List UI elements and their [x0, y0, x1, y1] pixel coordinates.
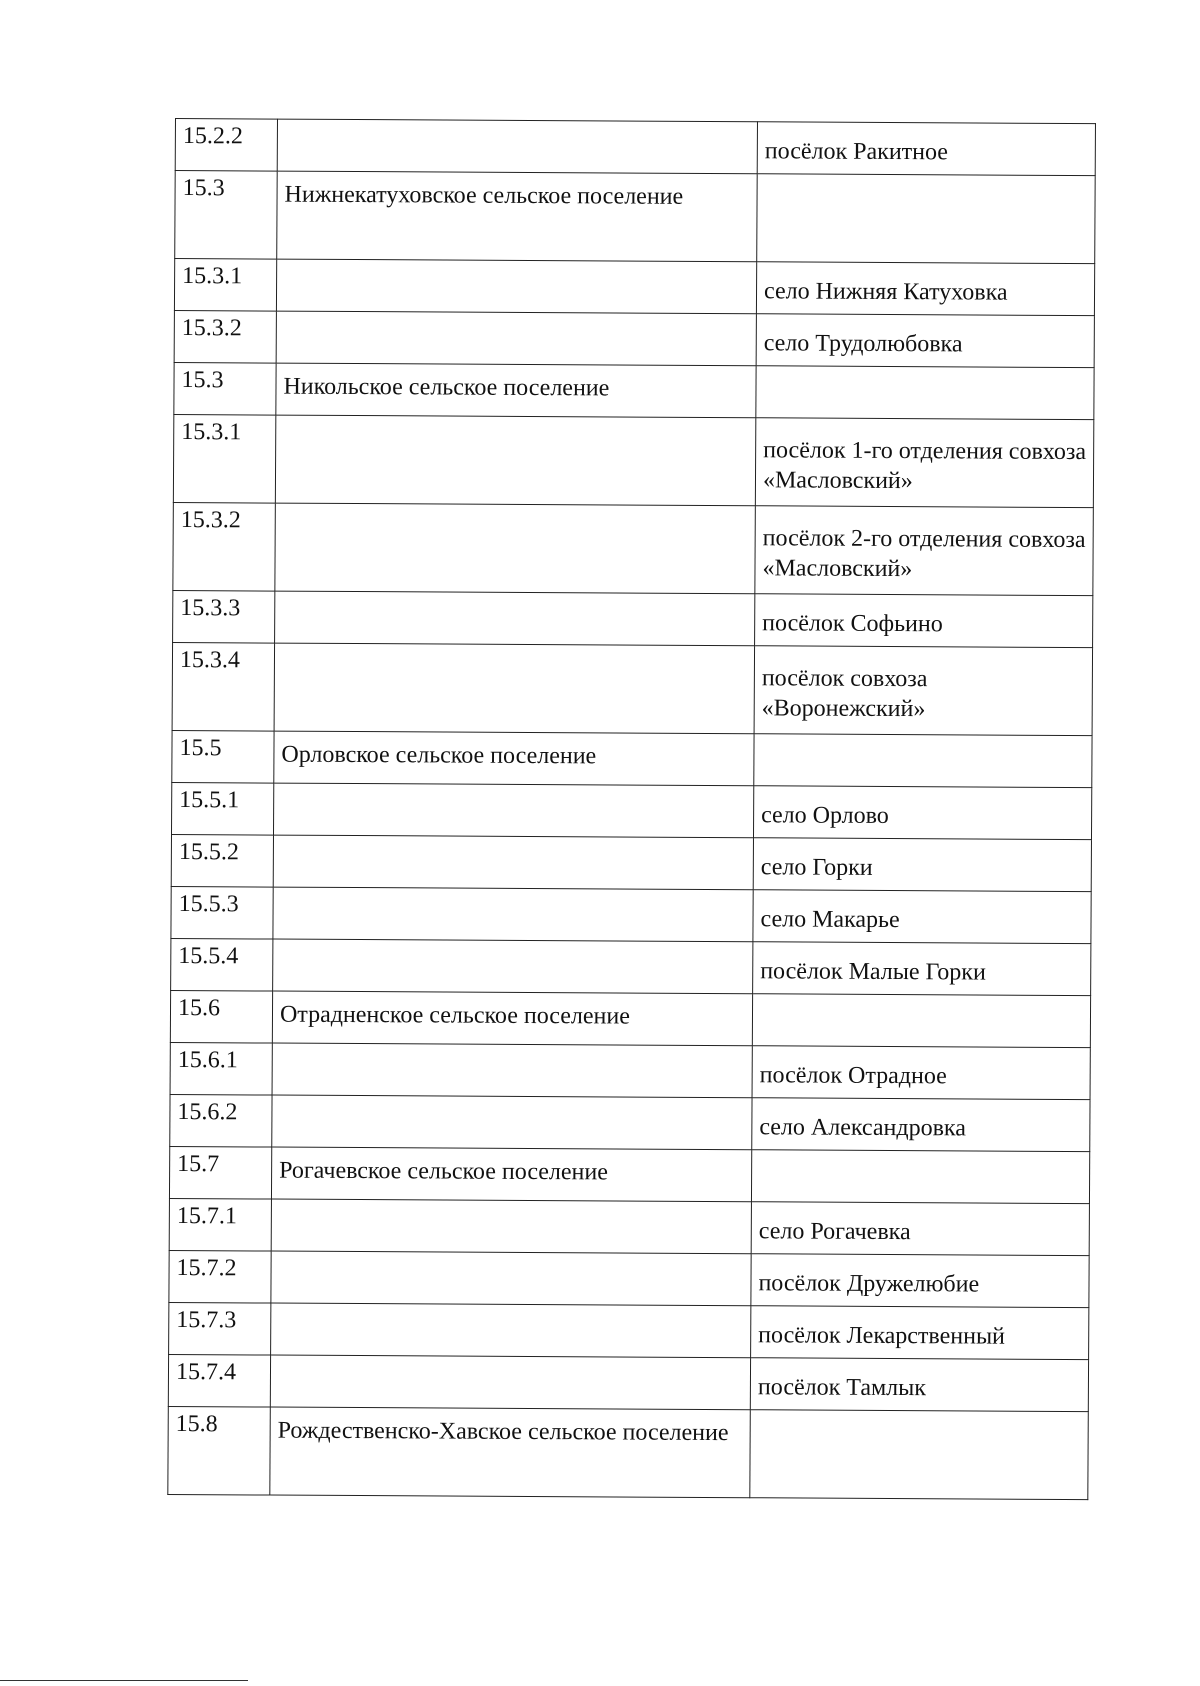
footer-rule: [0, 1680, 248, 1681]
locality-name: посёлок Тамлык: [750, 1358, 1088, 1412]
table-row: [175, 119, 1095, 176]
settlement-name: [276, 259, 756, 314]
locality-name: посёлок Софьино: [755, 594, 1093, 648]
settlement-name: Орловское сельское поселение: [274, 731, 754, 786]
row-number: 15.5.3: [171, 886, 273, 939]
row-number: 15.7.1: [169, 1198, 271, 1251]
settlement-name: Никольское сельское поселение: [276, 363, 756, 418]
row-number: 15.3.3: [173, 590, 275, 643]
table-row: [171, 834, 1091, 891]
locality-name: село Макарье: [753, 890, 1091, 944]
row-number: 15.6.2: [170, 1094, 272, 1147]
table-row: [168, 1406, 1088, 1499]
row-number: 15.5: [172, 730, 274, 783]
settlement-name: [277, 119, 757, 174]
table-row: [170, 990, 1090, 1047]
settlement-name: [272, 1043, 752, 1098]
table-row: [173, 590, 1093, 647]
row-number: 15.3.4: [172, 642, 274, 731]
settlement-name: [272, 1095, 752, 1150]
row-number: 15.3.1: [174, 259, 276, 312]
row-number: 15.2.2: [175, 119, 277, 172]
settlement-name: [275, 503, 755, 594]
row-number: 15.6.1: [170, 1042, 272, 1095]
locality-name: [750, 1410, 1088, 1500]
table-row: [170, 1094, 1090, 1151]
settlement-name: Рождественско-Хавское сельское поселение: [270, 1407, 750, 1498]
row-number: 15.7.4: [168, 1354, 270, 1407]
settlement-name: [271, 1303, 751, 1358]
locality-name: [754, 734, 1092, 788]
locality-name: посёлок Отрадное: [752, 1046, 1090, 1100]
locality-name: [751, 1150, 1089, 1204]
locality-name: село Рогачевка: [751, 1202, 1089, 1256]
table-row: [171, 938, 1091, 995]
locality-name: село Нижняя Катуховка: [756, 262, 1094, 316]
table-row: [169, 1302, 1089, 1359]
table-row: [172, 642, 1092, 735]
row-number: 15.3.2: [174, 310, 276, 363]
row-number: 15.7: [169, 1146, 271, 1199]
row-number: 15.8: [168, 1406, 270, 1495]
row-number: 15.7.3: [169, 1302, 271, 1355]
table-row: [171, 886, 1091, 943]
locality-name: село Трудолюбовка: [756, 314, 1094, 368]
locality-name: посёлок 2-го отделения совхоза «Масловский»: [755, 506, 1093, 596]
table-row: [169, 1198, 1089, 1255]
settlement-name: [275, 415, 755, 506]
settlements-table: [167, 118, 1096, 1500]
row-number: 15.5.4: [171, 938, 273, 991]
row-number: 15.3: [174, 362, 276, 415]
row-number: 15.3.1: [173, 414, 275, 503]
settlement-name: Нижнекатуховское сельское поселение: [277, 171, 757, 262]
table-row: [168, 1354, 1088, 1411]
settlement-name: [275, 591, 755, 646]
locality-name: село Орлово: [753, 786, 1091, 840]
table-row: [169, 1146, 1089, 1203]
locality-name: село Александровка: [752, 1098, 1090, 1152]
settlement-name: [273, 939, 753, 994]
table-row: [170, 1042, 1090, 1099]
locality-name: [756, 366, 1094, 420]
row-number: 15.5.2: [171, 834, 273, 887]
locality-name: посёлок Ракитное: [757, 122, 1095, 176]
table-row: [173, 502, 1093, 595]
settlement-name: Отрадненское сельское поселение: [272, 991, 752, 1046]
row-number: 15.7.2: [169, 1250, 271, 1303]
locality-name: село Горки: [753, 838, 1091, 892]
row-number: 15.3.2: [173, 502, 275, 591]
settlement-name: [271, 1199, 751, 1254]
table-row: [171, 782, 1091, 839]
table-row: [174, 310, 1094, 367]
settlement-name: Рогачевское сельское поселение: [271, 1147, 751, 1202]
table-row: [172, 730, 1092, 787]
settlement-name: [274, 643, 754, 734]
row-number: 15.3: [175, 171, 277, 260]
settlement-name: [270, 1355, 750, 1410]
locality-name: [752, 994, 1090, 1048]
table-row: [173, 414, 1093, 507]
locality-name: посёлок Лекарственный: [751, 1306, 1089, 1360]
settlement-name: [273, 835, 753, 890]
locality-name: посёлок Малые Горки: [753, 942, 1091, 996]
table-row: [174, 362, 1094, 419]
locality-name: посёлок совхоза «Воронежский»: [754, 646, 1092, 736]
locality-name: посёлок Дружелюбие: [751, 1254, 1089, 1308]
row-number: 15.6: [170, 990, 272, 1043]
settlement-name: [271, 1251, 751, 1306]
table-row: [175, 171, 1095, 264]
locality-name: посёлок 1-го отделения совхоза «Масловский»: [755, 418, 1093, 508]
table-row: [174, 259, 1094, 316]
locality-name: [757, 174, 1095, 264]
settlement-name: [273, 783, 753, 838]
settlement-name: [273, 887, 753, 942]
settlement-name: [276, 311, 756, 366]
table-row: [169, 1250, 1089, 1307]
row-number: 15.5.1: [171, 782, 273, 835]
